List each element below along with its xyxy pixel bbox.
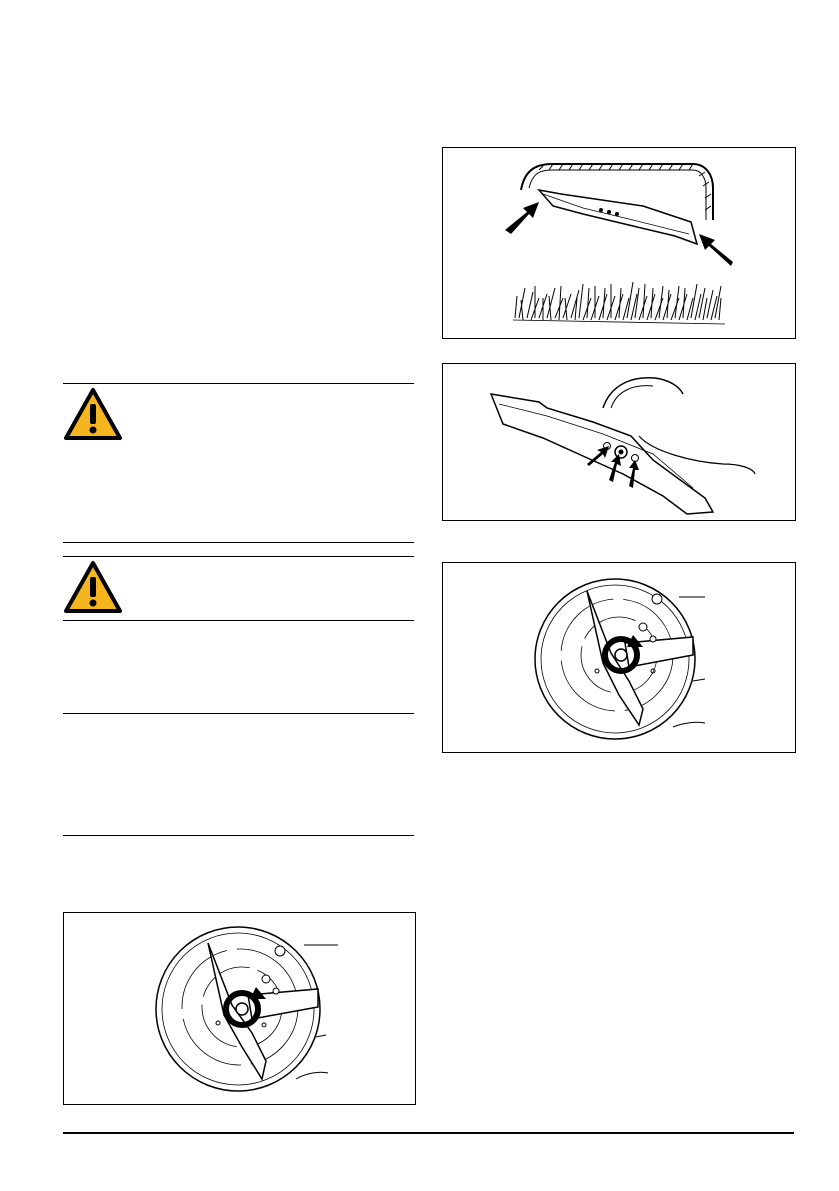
section-divider: [63, 713, 414, 714]
warning-triangle-icon: [63, 560, 123, 614]
section-divider: [63, 556, 414, 557]
figure-blade-removal-left: [63, 912, 416, 1105]
section-divider-top: [63, 383, 414, 384]
arrow-icon: [505, 202, 539, 234]
bolt-icon: [652, 594, 662, 604]
section-divider: [63, 835, 414, 836]
footer-divider: [63, 1132, 794, 1134]
figure-blade-removal-right: [442, 562, 796, 753]
section-divider: [63, 620, 414, 621]
figure-blade-bolts: [442, 363, 796, 521]
section-divider: [63, 542, 414, 543]
figure-blade-balance: [442, 147, 796, 339]
grass-icon: [513, 282, 725, 324]
arrow-icon: [699, 234, 733, 266]
warning-triangle-icon: [63, 387, 123, 441]
lawnmower-blade-icon: [539, 190, 697, 244]
bolt-icon: [275, 946, 285, 956]
